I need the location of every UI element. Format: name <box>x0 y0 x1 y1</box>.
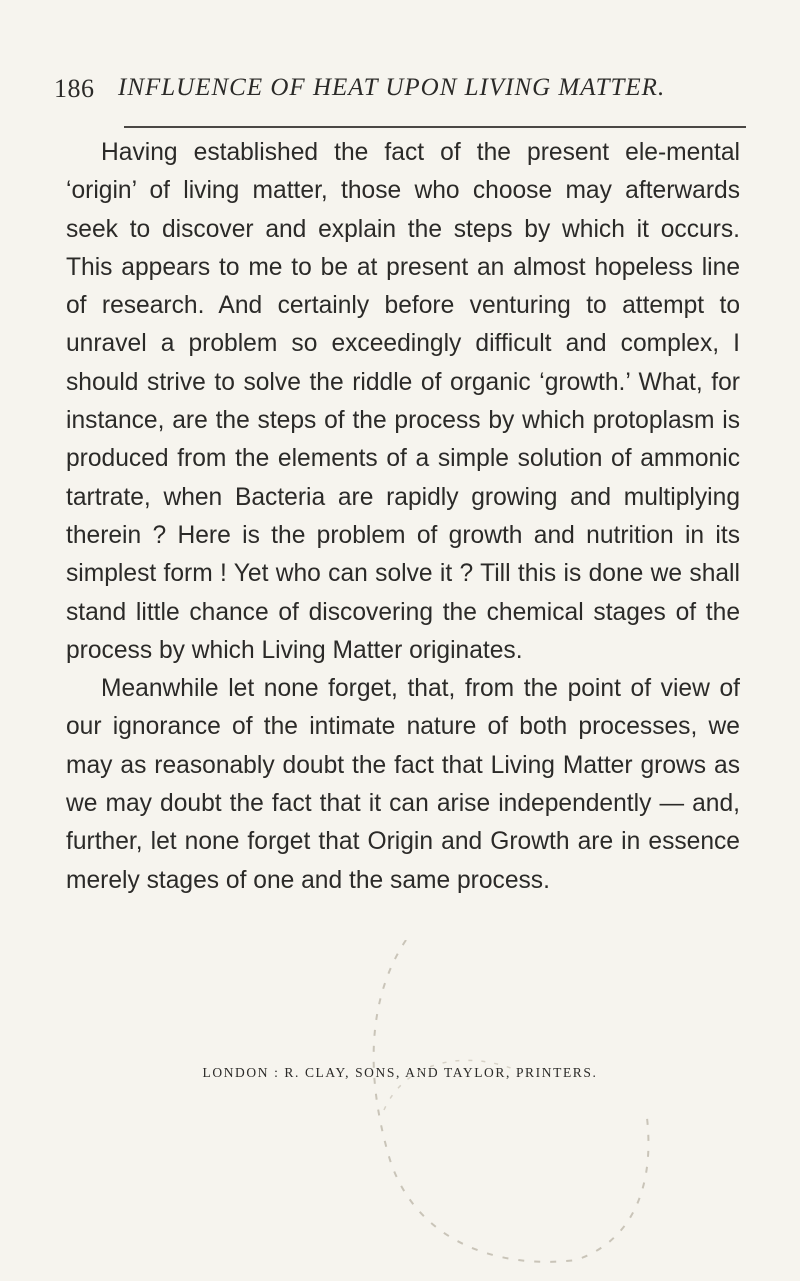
stamp-outline <box>374 940 649 1262</box>
page-number: 186 <box>54 74 95 103</box>
printer-imprint: LONDON : R. CLAY, SONS, AND TAYLOR, PRINTERS. <box>202 1065 598 1080</box>
body-text <box>66 134 740 900</box>
header-rule <box>124 126 746 128</box>
running-title: INFLUENCE OF HEAT UPON LIVING MATTER. <box>118 74 666 101</box>
paragraph-2: Meanwhile let none forget, that, from the point of view of our ignorance of the intimate nature of both processes, we may as reasonably doubt the fact that Living Matter grows as we may doubt the fact that it can arise independently — and, further, let none forget that Origin and Growth are in essence merely stages of one and the same process. <box>66 675 740 894</box>
library-stamp-mark <box>346 940 666 1280</box>
page-header <box>54 74 744 114</box>
paragraph-1: Having established the fact of the present ele-mental ‘origin’ of living matter, those who choose may afterwards seek to discover and explain the steps by which it occurs. This appears to me to be at present an almost hopeless line of research. And certainly before venturing to attempt to unravel a problem so exceedingly difficult and complex, I should strive to solve the riddle of organic ‘growth.’ What, for instance, are the steps of the process by which protoplasm is produced from the elements of a simple solution of ammonic tartrate, when Bacteria are rapidly growing and multiplying therein ? Here is the problem of growth and nutrition in its simplest form ! Yet who can solve it ? Till this is done we shall stand little chance of discovering the chemical stages of the process by which Living Matter originates. <box>66 139 740 664</box>
